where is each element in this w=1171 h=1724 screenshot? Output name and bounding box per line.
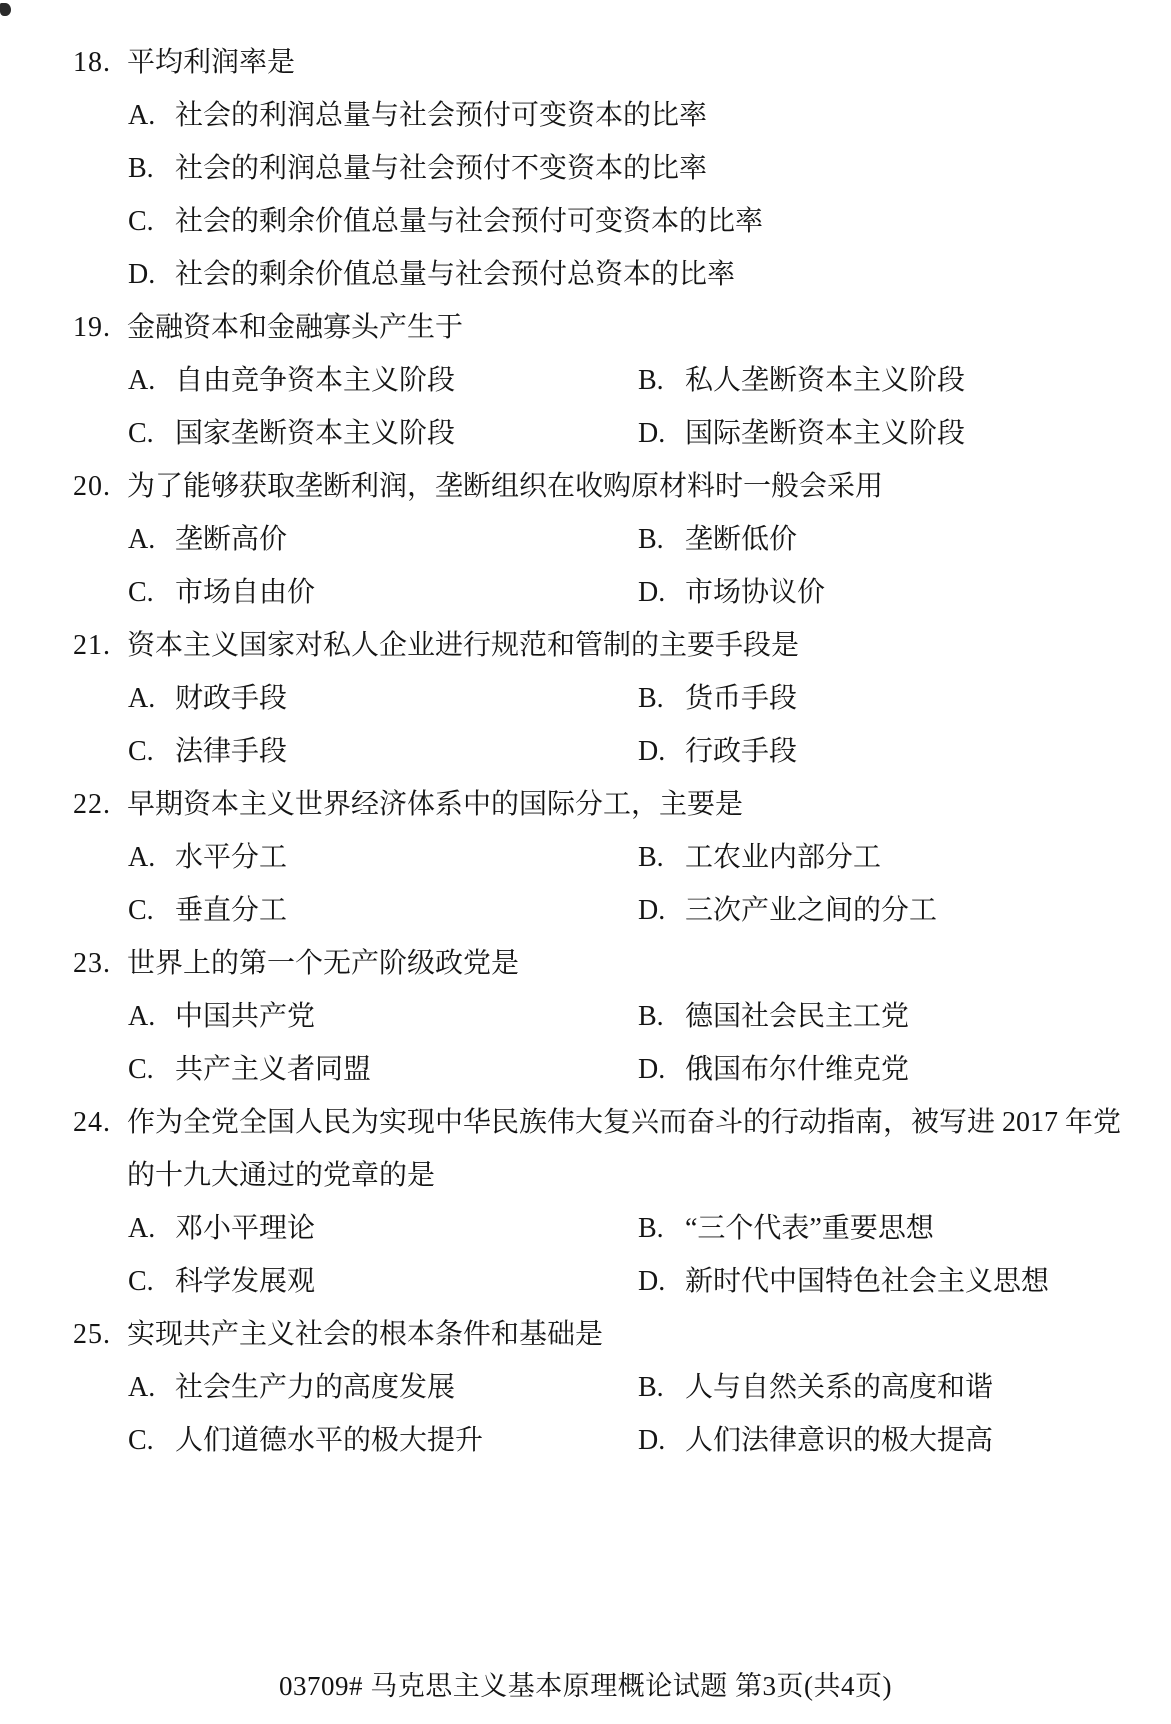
option-text: 市场协议价 xyxy=(685,577,826,608)
question xyxy=(0,36,1171,301)
question xyxy=(0,1096,1171,1308)
option-label: D. xyxy=(638,736,666,767)
option xyxy=(638,1043,1171,1096)
option-row xyxy=(0,1255,1171,1308)
option-row xyxy=(0,89,1171,142)
option-label: A. xyxy=(128,1372,156,1403)
option-text: 货币手段 xyxy=(685,683,798,714)
option xyxy=(128,513,638,566)
option-text: 国家垄断资本主义阶段 xyxy=(175,418,456,449)
option-text: 社会的利润总量与社会预付可变资本的比率 xyxy=(175,100,708,131)
question-stem xyxy=(0,460,1171,513)
question-stem xyxy=(0,778,1171,831)
question-stem xyxy=(0,301,1171,354)
option-label: B. xyxy=(638,1001,664,1032)
option-label: D. xyxy=(638,418,666,449)
option-text: 垄断低价 xyxy=(685,524,798,555)
question xyxy=(0,1308,1171,1467)
option-text: 社会的剩余价值总量与社会预付可变资本的比率 xyxy=(175,206,764,237)
option xyxy=(128,1202,638,1255)
option xyxy=(638,513,1171,566)
option-label: A. xyxy=(128,842,156,873)
option-label: C. xyxy=(128,577,154,608)
option-label: D. xyxy=(638,1266,666,1297)
question-stem-text: 平均利润率是 xyxy=(127,47,296,78)
option xyxy=(128,89,708,142)
option xyxy=(128,1255,638,1308)
option-row xyxy=(0,1414,1171,1467)
option-text: 人们法律意识的极大提高 xyxy=(685,1425,994,1456)
question-stem-continued xyxy=(0,1149,1171,1202)
question-stem-text: 的十九大通过的党章的是 xyxy=(127,1160,436,1191)
option-label: A. xyxy=(128,1213,156,1244)
option-label: A. xyxy=(128,1001,156,1032)
option-label: C. xyxy=(128,736,154,767)
option-text: 社会生产力的高度发展 xyxy=(175,1372,456,1403)
option xyxy=(128,566,638,619)
option-label: C. xyxy=(128,1425,154,1456)
question-number: 21. xyxy=(73,630,111,661)
question-stem xyxy=(0,36,1171,89)
question-stem-text: 世界上的第一个无产阶级政党是 xyxy=(127,948,520,979)
option-label: B. xyxy=(638,1372,664,1403)
option-row xyxy=(0,672,1171,725)
option-label: C. xyxy=(128,1054,154,1085)
question-number: 23. xyxy=(73,948,111,979)
option-row xyxy=(0,354,1171,407)
option-label: A. xyxy=(128,524,156,555)
option xyxy=(638,566,1171,619)
option xyxy=(128,248,736,301)
option-text: 新时代中国特色社会主义思想 xyxy=(685,1266,1050,1297)
option-text: 垄断高价 xyxy=(175,524,288,555)
option xyxy=(128,1043,638,1096)
option xyxy=(128,672,638,725)
option-text: 中国共产党 xyxy=(175,1001,316,1032)
option-row xyxy=(0,566,1171,619)
option-label: C. xyxy=(128,206,154,237)
page-footer xyxy=(0,1664,1171,1708)
option xyxy=(638,884,1171,937)
option-text: 人与自然关系的高度和谐 xyxy=(685,1372,994,1403)
option-row xyxy=(0,1202,1171,1255)
option-text: 工农业内部分工 xyxy=(685,842,882,873)
option xyxy=(128,725,638,778)
option-label: C. xyxy=(128,418,154,449)
question xyxy=(0,460,1171,619)
option-label: A. xyxy=(128,100,156,131)
option-label: B. xyxy=(638,524,664,555)
question-number: 18. xyxy=(73,47,111,78)
question-number: 25. xyxy=(73,1319,111,1350)
option xyxy=(128,195,764,248)
option-text: 法律手段 xyxy=(175,736,288,767)
option xyxy=(128,354,638,407)
question-stem xyxy=(0,1308,1171,1361)
question xyxy=(0,937,1171,1096)
question-stem xyxy=(0,937,1171,990)
option xyxy=(128,407,638,460)
option xyxy=(128,990,638,1043)
option xyxy=(128,142,708,195)
option xyxy=(128,831,638,884)
scan-artifact-speck xyxy=(0,3,11,16)
question xyxy=(0,301,1171,460)
option-text: 行政手段 xyxy=(685,736,798,767)
option xyxy=(638,990,1171,1043)
option xyxy=(638,354,1171,407)
option-text: 私人垄断资本主义阶段 xyxy=(685,365,966,396)
option xyxy=(638,1255,1171,1308)
option-label: A. xyxy=(128,683,156,714)
option-label: D. xyxy=(128,259,156,290)
question-number: 19. xyxy=(73,312,111,343)
option-row xyxy=(0,248,1171,301)
option xyxy=(638,1361,1171,1414)
option-text: 科学发展观 xyxy=(175,1266,316,1297)
option-text: 财政手段 xyxy=(175,683,288,714)
question-number: 24. xyxy=(73,1107,111,1138)
option-text: 三次产业之间的分工 xyxy=(685,895,938,926)
option xyxy=(638,1202,1171,1255)
question-stem-text: 为了能够获取垄断利润，垄断组织在收购原材料时一般会采用 xyxy=(127,471,884,502)
option-label: B. xyxy=(638,365,664,396)
question-stem-text: 早期资本主义世界经济体系中的国际分工，主要是 xyxy=(127,789,744,820)
option-label: B. xyxy=(128,153,154,184)
option-text: 俄国布尔什维克党 xyxy=(685,1054,910,1085)
option-label: D. xyxy=(638,1425,666,1456)
option-label: A. xyxy=(128,365,156,396)
option-row xyxy=(0,884,1171,937)
option-label: B. xyxy=(638,842,664,873)
question xyxy=(0,778,1171,937)
option xyxy=(638,725,1171,778)
question-stem-text: 资本主义国家对私人企业进行规范和管制的主要手段是 xyxy=(127,630,800,661)
option-label: C. xyxy=(128,895,154,926)
question-stem xyxy=(0,619,1171,672)
option-row xyxy=(0,195,1171,248)
option-row xyxy=(0,725,1171,778)
option-label: C. xyxy=(128,1266,154,1297)
option-text: 人们道德水平的极大提升 xyxy=(175,1425,484,1456)
question-list xyxy=(0,36,1171,1467)
option-label: B. xyxy=(638,683,664,714)
option-text: 市场自由价 xyxy=(175,577,316,608)
question-number: 22. xyxy=(73,789,111,820)
option-text: “三个代表”重要思想 xyxy=(685,1213,934,1244)
question-stem-text: 实现共产主义社会的根本条件和基础是 xyxy=(127,1319,604,1350)
option-label: B. xyxy=(638,1213,664,1244)
option-row xyxy=(0,142,1171,195)
option-text: 德国社会民主工党 xyxy=(685,1001,910,1032)
option-label: D. xyxy=(638,895,666,926)
option-text: 水平分工 xyxy=(175,842,288,873)
option-row xyxy=(0,513,1171,566)
option xyxy=(638,831,1171,884)
option-text: 自由竞争资本主义阶段 xyxy=(175,365,456,396)
option-text: 社会的利润总量与社会预付不变资本的比率 xyxy=(175,153,708,184)
question-number: 20. xyxy=(73,471,111,502)
option xyxy=(128,1361,638,1414)
option-row xyxy=(0,1361,1171,1414)
option-text: 共产主义者同盟 xyxy=(175,1054,372,1085)
option-label: D. xyxy=(638,577,666,608)
question xyxy=(0,619,1171,778)
option-row xyxy=(0,990,1171,1043)
option xyxy=(128,884,638,937)
option-row xyxy=(0,831,1171,884)
question-stem-text: 金融资本和金融寡头产生于 xyxy=(127,312,464,343)
option-text: 社会的剩余价值总量与社会预付总资本的比率 xyxy=(175,259,736,290)
option-row xyxy=(0,1043,1171,1096)
question-stem xyxy=(0,1096,1171,1149)
option-row xyxy=(0,407,1171,460)
page-footer-text: 03709# 马克思主义基本原理概论试题 第3页(共4页) xyxy=(279,1671,892,1701)
option-text: 国际垄断资本主义阶段 xyxy=(685,418,966,449)
option xyxy=(638,407,1171,460)
option-label: D. xyxy=(638,1054,666,1085)
option xyxy=(638,1414,1171,1467)
option-text: 邓小平理论 xyxy=(175,1213,316,1244)
question-stem-text: 作为全党全国人民为实现中华民族伟大复兴而奋斗的行动指南，被写进 2017 年党 xyxy=(127,1107,1122,1138)
option-text: 垂直分工 xyxy=(175,895,288,926)
option xyxy=(638,672,1171,725)
option xyxy=(128,1414,638,1467)
